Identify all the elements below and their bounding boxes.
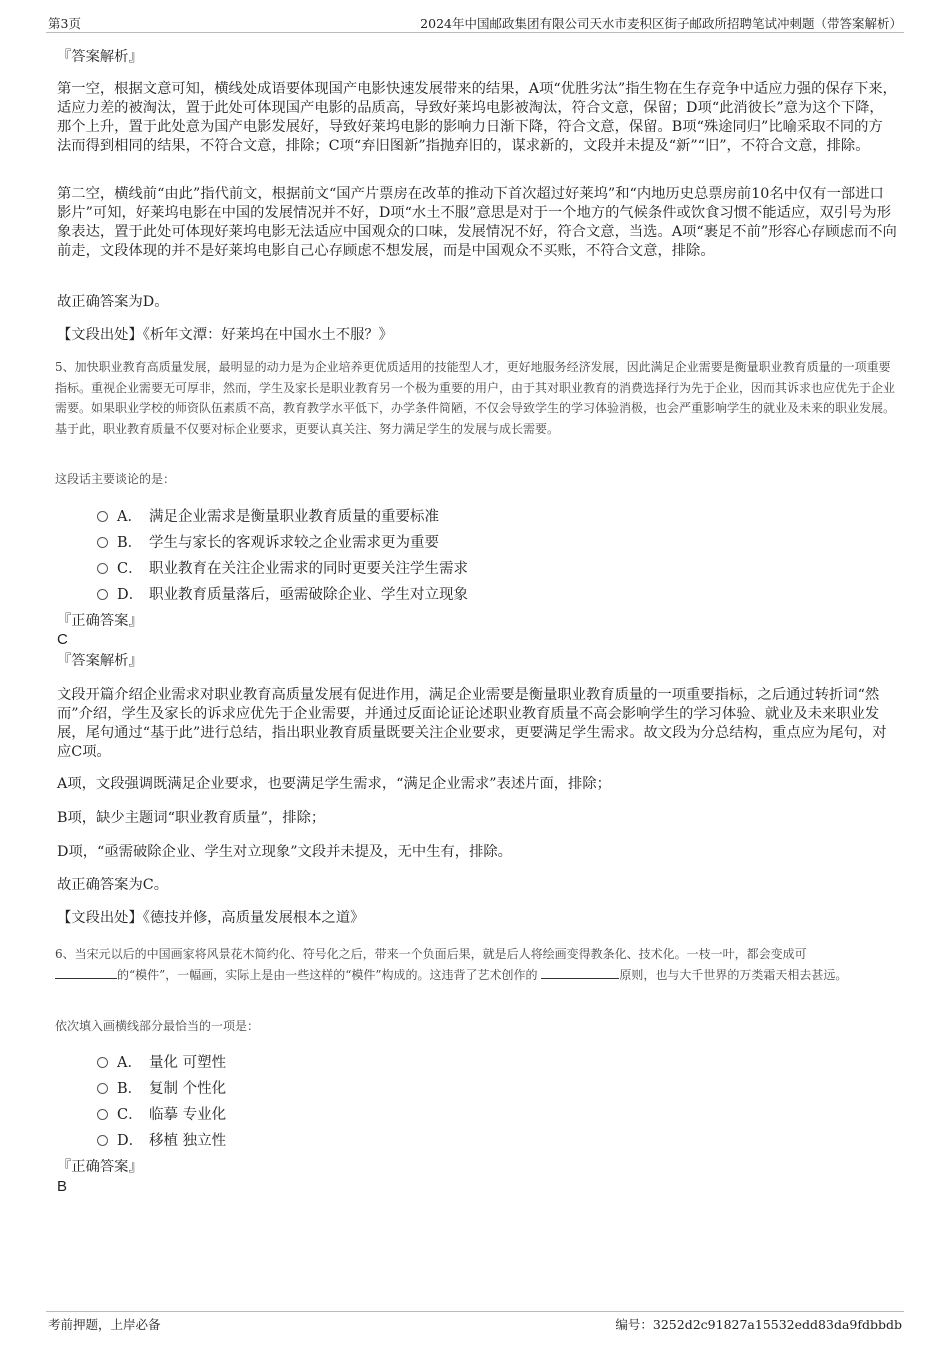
option-text: 职业教育质量落后，亟需破除企业、学生对立现象 xyxy=(149,587,468,603)
q4-analysis-para1: 第一空，根据文意可知，横线处成语要体现国产电影快速发展带来的结果，A项“优胜劣汰”指生物在生存竞争中适应力强的保存下来，适应力差的被淘汰，置于此处可体现国产电影的品质高，导致好莱坞电影被淘汰，符合文意，保留；D项“此消彼长”意为这个下降，那个上升，置于此处意为国产电影发展好，导致好莱坞电影的影响力日渐下降，符合文意，保留。B项“殊途同归”比喻采取不同的方法而得到相同的结果，不符合文意，排除；C项“弃旧图新”指抛弃旧的，谋求新的，文段并未提及“新”“旧”，不符合文意，排除。 xyxy=(57,81,897,154)
option-letter: C． xyxy=(117,561,143,577)
q5-option-d[interactable] xyxy=(97,585,468,605)
radio-button[interactable] xyxy=(97,1109,108,1120)
option-letter: D． xyxy=(117,1133,144,1149)
option-text: 职业教育在关注企业需求的同时更要关注学生需求 xyxy=(149,561,468,577)
q5-source: 【文段出处】《德技并修，高质量发展根本之道》 xyxy=(57,910,365,926)
option-text: 临摹 专业化 xyxy=(149,1107,227,1123)
q6-option-d[interactable] xyxy=(97,1131,226,1151)
option-letter: B． xyxy=(117,1081,143,1097)
q5-option-a[interactable] xyxy=(97,507,439,527)
option-text: 学生与家长的客观诉求较之企业需求更为重要 xyxy=(149,535,439,551)
option-text: 满足企业需求是衡量职业教育质量的重要标准 xyxy=(149,509,439,525)
option-text: 移植 独立性 xyxy=(149,1133,227,1149)
document-title: 2024年中国邮政集团有限公司天水市麦积区街子邮政所招聘笔试冲刺题（带答案解析） xyxy=(420,16,902,31)
q6-prompt: 依次填入画横线部分最恰当的一项是： xyxy=(55,1019,260,1033)
q5-conclusion: 故正确答案为C。 xyxy=(57,877,169,893)
q5-answer-label: 『正确答案』 xyxy=(57,613,143,629)
q6-option-b[interactable] xyxy=(97,1079,226,1099)
q6-blank-2 xyxy=(541,966,619,979)
q6-option-a[interactable] xyxy=(97,1053,226,1073)
footer-serial: 编号：3252d2c91827a15532edd83da9fdbbdb xyxy=(615,1317,902,1332)
page-number: 第3页 xyxy=(48,16,81,31)
q5-option-b-note: B项，缺少主题词“职业教育质量”，排除； xyxy=(57,810,326,826)
radio-button[interactable] xyxy=(97,1057,108,1068)
radio-button[interactable] xyxy=(97,537,108,548)
option-letter: A． xyxy=(117,1055,142,1071)
option-letter: C． xyxy=(117,1107,143,1123)
q6-answer-label: 『正确答案』 xyxy=(57,1159,143,1175)
q5-option-a-note: A项，文段强调既满足企业要求，也要满足学生需求，“满足企业需求”表述片面，排除； xyxy=(57,776,611,792)
q5-prompt: 这段话主要谈论的是： xyxy=(55,472,176,486)
option-text: 量化 可塑性 xyxy=(149,1055,227,1071)
q5-analysis: 文段开篇介绍企业需求对职业教育高质量发展有促进作用，满足企业需要是衡量职业教育质量的一项重要指标，之后通过转折词“然而”介绍，学生及家长的诉求应优先于企业需要，并通过反面论证论述职业教育质量不高会影响学生的学习体验、就业及未来职业发展，尾句通过“基于此”进行总结，指出职业教育质量既要关注企业要求，更要满足学生需求。故文段为分总结构，重点应为尾句，对应C项。 xyxy=(57,687,887,760)
q6-blank-1 xyxy=(55,966,117,979)
q6-stem-part2: 的“模件”，一幅画，实际上是由一些这样的“模件”构成的。这违背了艺术创作的 xyxy=(117,967,538,982)
q6-stem-part3: 原则，也与大千世界的万类霜天相去甚远。 xyxy=(619,967,848,982)
option-letter: A． xyxy=(117,509,142,525)
q6-answer: B xyxy=(57,1178,68,1195)
option-letter: D． xyxy=(117,587,144,603)
option-text: 复制 个性化 xyxy=(149,1081,227,1097)
q4-source: 【文段出处】《析年文潭：好莱坞在中国水土不服？》 xyxy=(57,327,393,343)
radio-button[interactable] xyxy=(97,1135,108,1146)
page-header xyxy=(46,14,904,33)
q6-stem xyxy=(55,944,900,985)
radio-button[interactable] xyxy=(97,589,108,600)
q4-analysis-para2: 第二空，横线前“由此”指代前文，根据前文“国产片票房在改革的推动下首次超过好莱坞”和“内地历史总票房前10名中仅有一部进口影片”可知，好莱坞电影在中国的发展情况并不好，D项“水土不服”意思是对于一个地方的气候条件或饮食习惯不能适应，双引号为形象表达，置于此处可体现好莱坞电影无法适应中国观众的口味，发展情况不好，符合文意，当选。A项“裹足不前”形容心存顾虑而不向前走，文段体现的并不是好莱坞电影自己心存顾虑不想发展，而是中国观众不买账，不符合文意，排除。 xyxy=(57,186,897,259)
footer-slogan: 考前押题，上岸必备 xyxy=(48,1317,161,1332)
q6-option-c[interactable] xyxy=(97,1105,226,1125)
q5-option-b[interactable] xyxy=(97,533,439,553)
q4-analysis-label: 『答案解析』 xyxy=(57,49,143,65)
radio-button[interactable] xyxy=(97,563,108,574)
q6-stem-part1: 6、当宋元以后的中国画家将风景花木简约化、符号化之后，带来一个负面后果，就是后人将绘画变得教条化、技术化。一枝一叶，都会变成可 xyxy=(55,947,807,961)
q4-conclusion: 故正确答案为D。 xyxy=(57,294,169,310)
option-letter: B． xyxy=(117,535,143,551)
q5-stem: 5、加快职业教育高质量发展，最明显的动力是为企业培养更优质适用的技能型人才，更好地服务经济发展，因此满足企业需要是衡量职业教育质量的一项重要指标。重视企业需要无可厚非，然而，学生及家长是职业教育另一个极为重要的用户，由于其对职业教育的消费选择行为先于企业，因而其诉求也应优先于企业需要。如果职业学校的师资队伍素质不高，教育教学水平低下，办学条件简陋，不仅会导致学生的学习体验消极，也会严重影响学生的就业及未来的职业发展。基于此，职业教育质量不仅要对标企业要求，更要认真关注、努力满足学生的发展与成长需要。 xyxy=(55,360,896,436)
page-footer xyxy=(46,1311,904,1334)
q5-analysis-label: 『答案解析』 xyxy=(57,653,143,669)
q5-option-c[interactable] xyxy=(97,559,468,579)
radio-button[interactable] xyxy=(97,511,108,522)
q5-option-d-note: D项，“亟需破除企业、学生对立现象”文段并未提及，无中生有，排除。 xyxy=(57,844,512,860)
radio-button[interactable] xyxy=(97,1083,108,1094)
q5-answer: C xyxy=(57,631,68,648)
